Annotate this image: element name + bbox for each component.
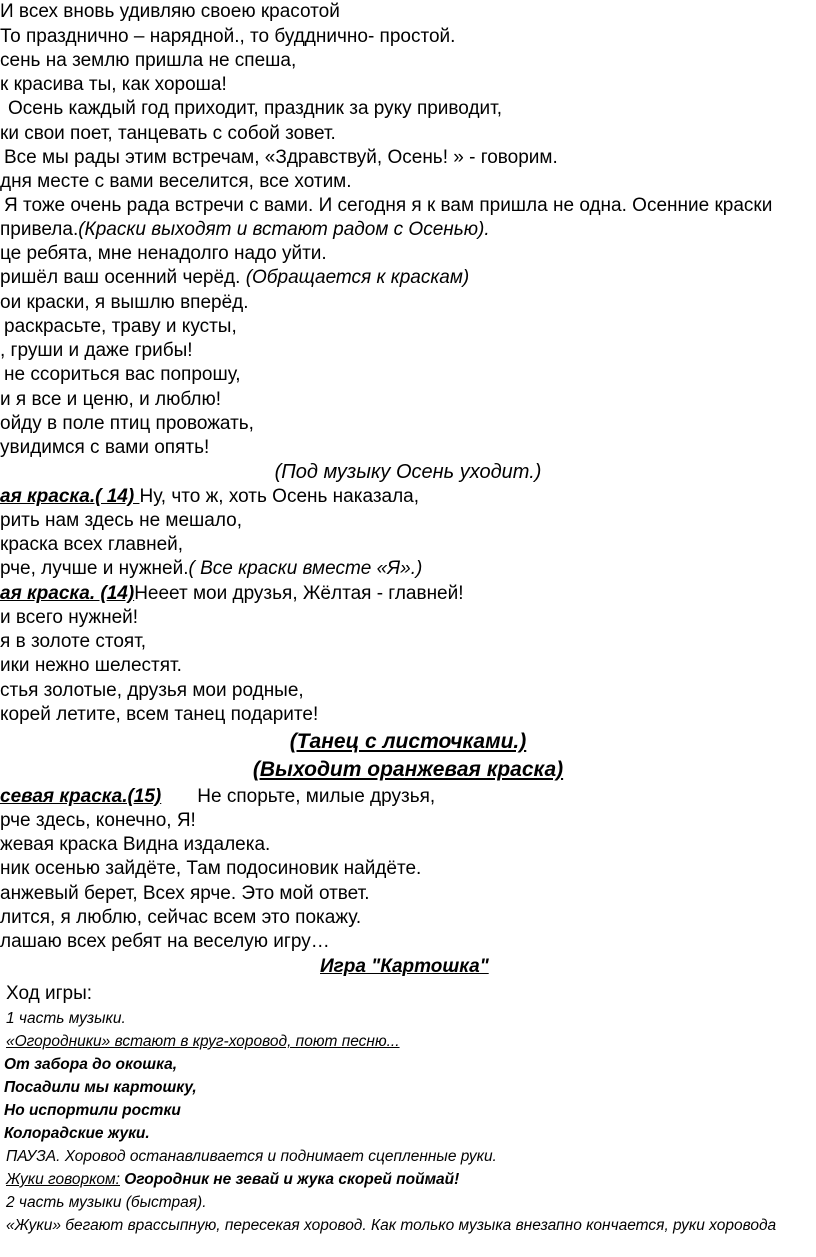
text-line: «Огородники» встают в круг-хоровод, поют песню... xyxy=(6,1033,400,1050)
text-line: анжевый берет, Всех ярче. Это мой ответ. xyxy=(0,883,370,904)
text-line: ая краска.( 14) Ну, что ж, хоть Осень наказала, xyxy=(0,486,420,507)
text-line: сень на землю пришла не спеша, xyxy=(0,50,297,71)
text-line: Ход игры: xyxy=(6,983,93,1004)
text-line: Я тоже очень рада встречи с вами. И сегодня я к вам пришла не одна. Осенние краски xyxy=(4,195,773,216)
text-line: ои краски, я вышлю вперёд. xyxy=(0,292,249,313)
text-line: , груши и даже грибы! xyxy=(0,340,193,361)
text-line: привела.(Краски выходят и встают радом с Осенью). xyxy=(0,219,490,240)
text-line: дня месте с вами веселится, все хотим. xyxy=(0,171,352,192)
text-line: корей летите, всем танец подарите! xyxy=(0,704,319,725)
text-line: «Жуки» бегают врассыпную, пересекая хоровод. Как только музыка внезапно кончается, руки хоровода xyxy=(6,1217,777,1234)
speaker-label: ая краска. (14) xyxy=(0,583,135,604)
text-line: рить нам здесь не мешало, xyxy=(0,510,243,531)
text-line: Все мы рады этим встречам, «Здравствуй, Осень! » - говорим. xyxy=(4,147,558,168)
text-line: лится, я люблю, сейчас всем это покажу. xyxy=(0,907,362,928)
text-line: раскрасьте, траву и кусты, xyxy=(4,316,237,337)
text-line: рче здесь, конечно, Я! xyxy=(0,810,196,831)
song-line: Колорадские жуки. xyxy=(4,1125,150,1142)
stage-direction: ( Все краски вместе «Я».) xyxy=(188,558,423,579)
stage-direction: (Краски выходят и встают радом с Осенью). xyxy=(78,219,490,240)
text-line: не ссориться вас попрошу, xyxy=(4,364,241,385)
song-line: От забора до окошка, xyxy=(4,1056,178,1073)
speaker-label: севая краска.(15) xyxy=(0,786,162,807)
text-line: Осень каждый год приходит, праздник за руку приводит, xyxy=(8,98,503,119)
text-line: ая краска. (14)Нееет мои друзья, Жёлтая - главней! xyxy=(0,583,464,604)
text-line: ойду в поле птиц провожать, xyxy=(0,413,254,434)
text-line: увидимся с вами опять! xyxy=(0,437,210,458)
text-line: лашаю всех ребят на веселую игру… xyxy=(0,931,330,952)
song-line: Но испортили ростки xyxy=(4,1102,181,1119)
text-line: 1 часть музыки. xyxy=(6,1010,126,1027)
text-line: ки свои поет, танцевать с собой зовет. xyxy=(0,123,336,144)
song-line: Посадили мы картошку, xyxy=(4,1079,197,1096)
text-line: 2 часть музыки (быстрая). xyxy=(6,1194,207,1211)
text-line: севая краска.(15) Не спорьте, милые друзья, xyxy=(0,786,436,807)
text-line: к красива ты, как хороша! xyxy=(0,74,227,95)
text-line: и я все и ценю, и люблю! xyxy=(0,389,221,410)
stage-direction: (Под музыку Осень уходит.) xyxy=(274,461,542,483)
speaker-label: ая краска.( 14) xyxy=(0,486,140,507)
text-line: ник осенью зайдёте, Там подосиновик найдёте. xyxy=(0,858,422,879)
text-line: ришёл ваш осенний черёд. (Обращается к краскам) xyxy=(0,267,470,288)
stage-direction: (Обращается к краскам) xyxy=(245,267,470,288)
text-line: це ребята, мне ненадолго надо уйти. xyxy=(0,243,327,264)
section-heading: (Выходит оранжевая краска) xyxy=(252,758,564,781)
text-line: И всех вновь удивляю своею красотой xyxy=(0,1,340,22)
text-line: ики нежно шелестят. xyxy=(0,655,182,676)
text-line: ПАУЗА. Хоровод останавливается и поднимает сцепленные руки. xyxy=(6,1148,497,1165)
game-title: Игра "Картошка" xyxy=(320,956,489,977)
text-line: жевая краска Видна издалека. xyxy=(0,834,271,855)
text-line: рче, лучше и нужней.( Все краски вместе «Я».) xyxy=(0,558,423,579)
section-heading: (Танец с листочками.) xyxy=(289,730,527,753)
text-line: То празднично – нарядной., то будднично- простой. xyxy=(0,26,456,47)
text-line: я в золоте стоят, xyxy=(0,631,147,652)
text-line: и всего нужней! xyxy=(0,607,139,628)
text-line: краска всех главней, xyxy=(0,534,184,555)
text-line: Жуки говорком: Огородник не зевай и жука скорей поймай! xyxy=(6,1171,460,1188)
text-line: стья золотые, друзья мои родные, xyxy=(0,680,304,701)
